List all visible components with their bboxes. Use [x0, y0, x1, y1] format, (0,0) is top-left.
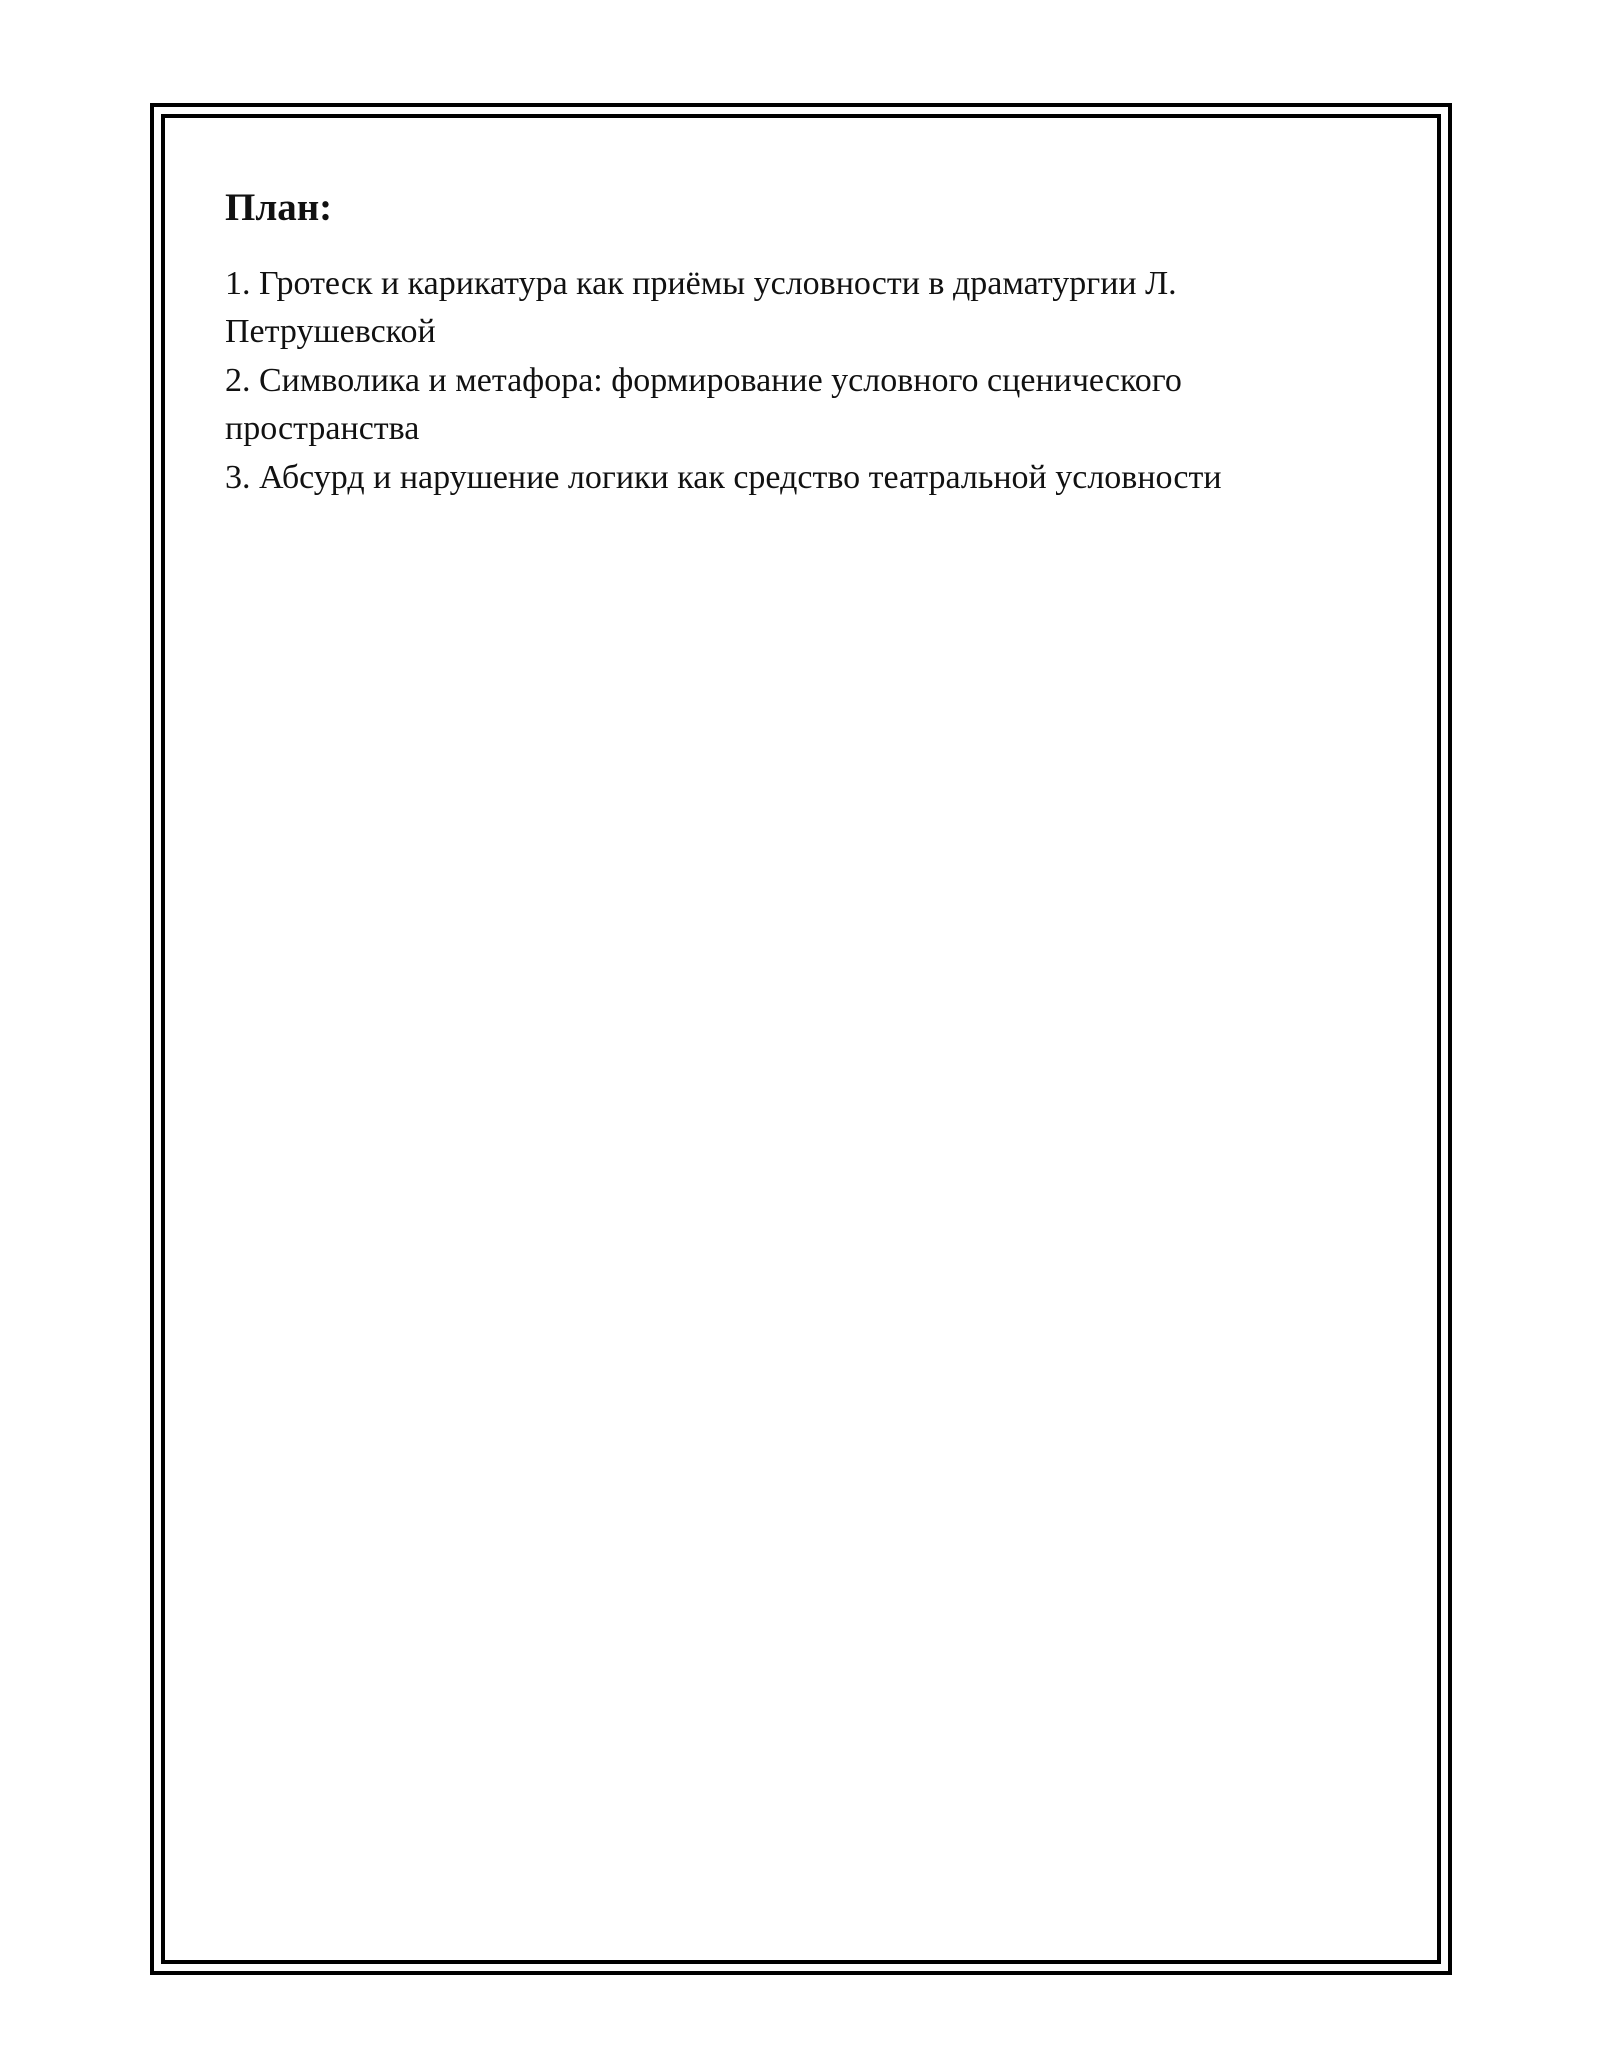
plan-item-1: 1. Гротеск и карикатура как приёмы условности в драматургии Л. Петрушевской	[225, 264, 1177, 351]
plan-item-2: 2. Символика и метафора: формирование условного сценического пространства	[225, 361, 1182, 448]
plan-title: План:	[225, 186, 333, 229]
plan-list	[225, 260, 1375, 503]
page-content	[225, 185, 1375, 502]
plan-item-3: 3. Абсурд и нарушение логики как средство театральной условности	[225, 458, 1222, 496]
